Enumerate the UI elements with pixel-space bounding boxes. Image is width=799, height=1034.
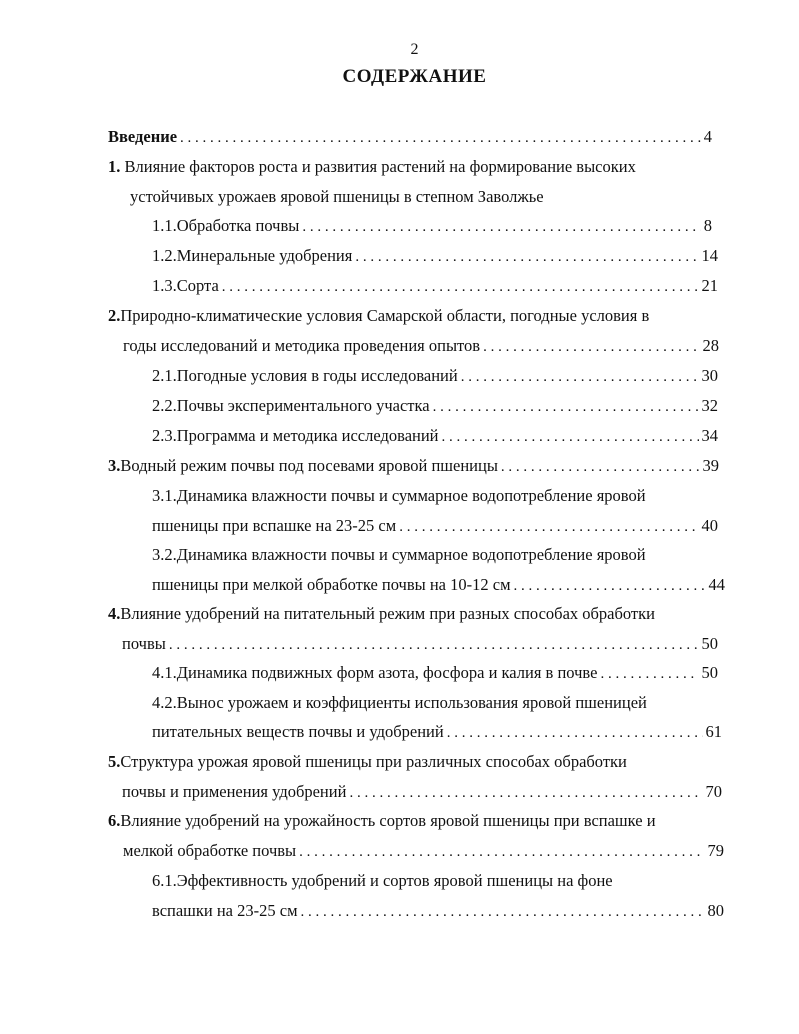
leader-dots [301,902,705,922]
leader-dots [299,842,704,862]
toc-entry-1-line1 [108,157,636,177]
section-number: 6. [108,811,121,830]
toc-page: 44 [708,575,725,594]
toc-label: 2.1.Погодные условия в годы исследований [152,366,458,385]
toc-label: 2.3.Программа и методика исследований [152,426,439,445]
toc-page: 14 [701,246,718,265]
toc-page: 61 [705,722,722,741]
toc-page: 34 [701,426,718,445]
leader-dots [433,397,699,417]
toc-page: 79 [707,841,724,860]
toc-label: вспашки на 23-25 см [152,901,298,920]
section-number: 2. [108,306,121,325]
leader-dots [169,635,699,655]
section-number: 3. [108,456,121,475]
toc-label: Влияние факторов роста и развития растений на формирование высоких [124,157,636,176]
leader-dots [355,247,698,267]
toc-label-text: Водный режим почвы под посевами яровой пшеницы [120,456,498,475]
toc-entry-4-line1 [108,604,655,624]
leader-dots [600,664,698,684]
toc-page: 80 [707,901,724,920]
toc-entry-2-2 [152,396,718,417]
leader-dots [399,517,698,537]
toc-page: 50 [701,663,718,682]
toc-label [108,456,498,476]
toc-entry-4-line2 [122,634,718,655]
toc-page: 32 [701,396,718,415]
toc-label: питательных веществ почвы и удобрений [152,722,444,741]
toc-label: Структура урожая яровой пшеницы при различных способах обработки [120,752,627,771]
toc-entry-6-1-line1: 6.1.Эффективность удобрений и сортов яровой пшеницы на фоне [152,871,613,890]
toc-entry-3-1-line2 [152,516,718,537]
leader-dots [349,783,702,803]
toc-entry-3-2-line1: 3.2.Динамика влажности почвы и суммарное водопотребление яровой [152,545,646,564]
toc-label: почвы [122,634,166,653]
toc-entry-5-line2 [122,782,722,803]
toc-entry-2-1 [152,366,718,387]
toc-page: 39 [702,456,719,475]
toc-entry-2-3 [152,426,718,447]
toc-entry-3-2-line2 [152,575,725,596]
toc-entry-1-3 [152,276,718,297]
toc-entry-1-1 [152,216,712,237]
toc-page: 30 [701,366,718,385]
toc-label: 1.1.Обработка почвы [152,216,300,235]
toc-label: Введение [108,127,178,146]
toc-entry-3-1-line1: 3.1.Динамика влажности почвы и суммарное водопотребление яровой [152,486,646,505]
toc-entry-6-1-line2 [152,901,724,922]
leader-dots [483,337,699,357]
toc-entry-5-line1 [108,752,627,772]
toc-label: 2.2.Почвы экспериментального участка [152,396,430,415]
toc-page: 28 [702,336,719,355]
toc-entry-4-2-line2 [152,722,722,743]
toc-label: Влияние удобрений на урожайность сортов яровой пшеницы при вспашке и [120,811,656,830]
toc-page: 8 [703,216,712,235]
toc-label: пшеницы при вспашке на 23-25 см [152,516,397,535]
toc-entry-4-2-line1: 4.2.Вынос урожаем и коэффициенты использования яровой пшеницей [152,693,647,712]
toc-page: 4 [703,127,712,146]
toc-entry-1-2 [152,246,718,267]
toc-entry-2-line1 [108,306,649,326]
page-title: СОДЕРЖАНИЕ [342,66,487,87]
leader-dots [180,128,701,148]
toc-entry-1-line2: устойчивых урожаев яровой пшеницы в степном Заволжье [130,187,544,206]
toc-entry-4-1 [152,663,718,684]
leader-dots [501,457,700,477]
toc-entry-6-line1 [108,811,656,831]
toc-entry-3 [108,456,719,477]
toc-label: Природно-климатические условия Самарской области, погодные условия в [120,306,650,325]
toc-label: годы исследований и методика проведения опытов [123,336,481,355]
leader-dots [447,723,703,743]
leader-dots [442,427,699,447]
leader-dots [222,277,699,297]
section-number: 4. [108,604,121,623]
toc-entry-intro [108,127,712,148]
toc-label: пшеницы при мелкой обработке почвы на 10-12 см [152,575,511,594]
leader-dots [461,367,699,387]
toc-label: 4.1.Динамика подвижных форм азота, фосфора и калия в почве [152,663,598,682]
toc-page: 21 [701,276,718,295]
toc-label: почвы и применения удобрений [122,782,347,801]
toc-label: 1.3.Сорта [152,276,219,295]
toc-entry-2-line2 [123,336,719,357]
leader-dots [302,217,700,237]
toc-label: 1.2.Минеральные удобрения [152,246,353,265]
toc-page: 50 [701,634,718,653]
toc-label: мелкой обработке почвы [123,841,297,860]
toc-entry-6-line2 [123,841,724,862]
toc-page: 40 [701,516,718,535]
page-number: 2 [410,41,419,58]
section-number: 5. [108,752,121,771]
toc-page: 70 [705,782,722,801]
toc-label: Влияние удобрений на питательный режим при разных способах обработки [120,604,655,623]
leader-dots [514,576,706,596]
section-number: 1. [108,157,121,176]
